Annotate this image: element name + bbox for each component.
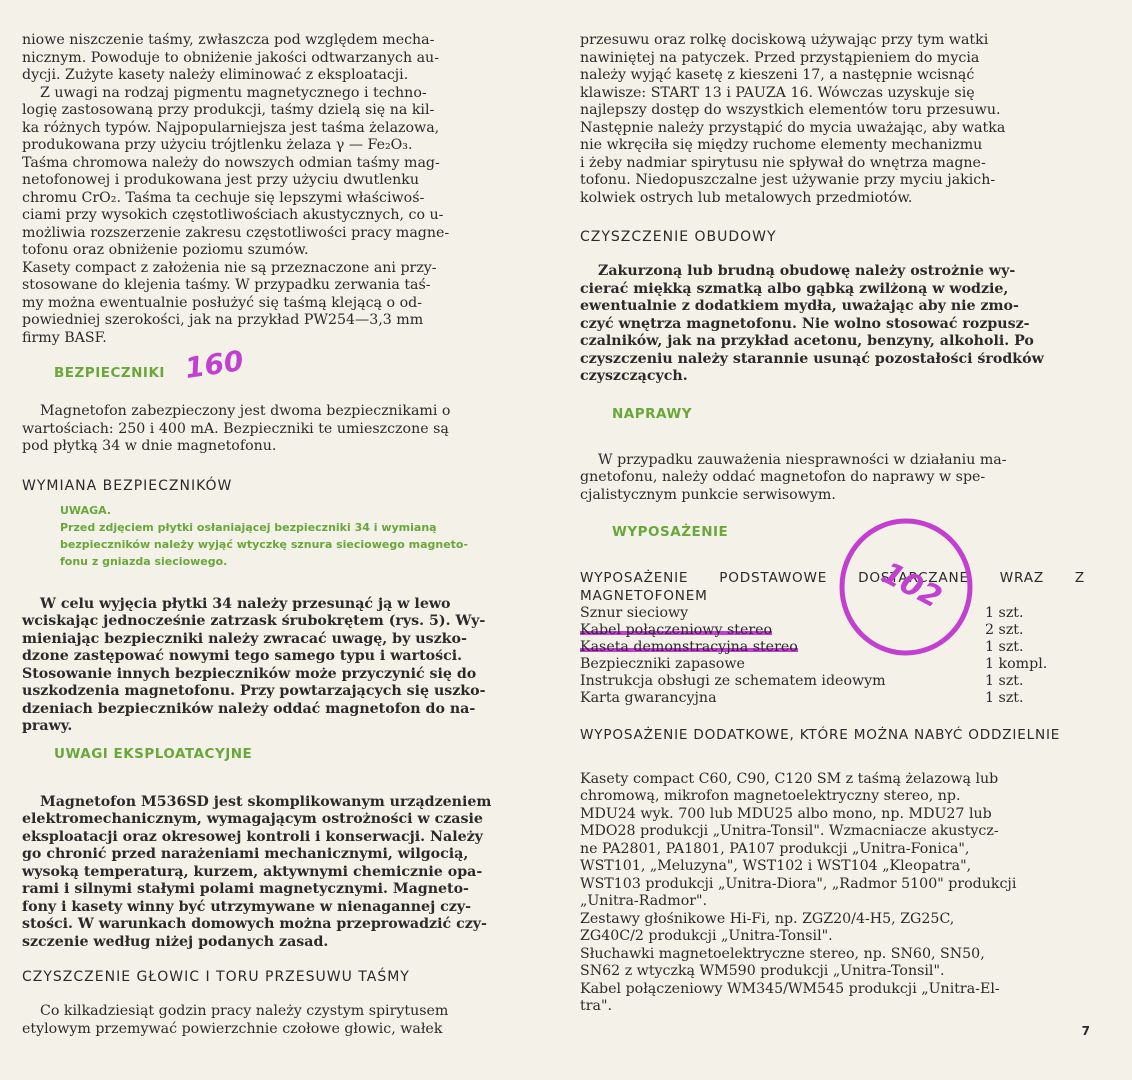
basic-equipment-list <box>580 605 1085 707</box>
cleaning-heads-paragraph: Co kilkadziesiąt godzin pracy należy czystym spirytusem etylowym przemywać powierzchnie czołowe głowic, wałek <box>22 1003 449 1037</box>
left-column <box>22 32 532 1038</box>
cleaning-continued-paragraph: przesuwu oraz rolkę dociskową używając przy tym watki nawiniętej na patyczek. Przed przystąpieniem do mycia należy wyjąć kasetę z kieszeni 17, a następnie wcisnąć klawisze: START 13 i PAUZA 16. Wówczas uzyskuje się najlepszy dostęp do wszystkich elementów toru przesuwu. Następnie należy przystąpić do mycia uważając, aby watka nie wkręciła się między ruchome elementy mechanizmu i żeby nadmiar spirytusu nie spływał do wnętrza magne- tofonu. Niedopuszczalne jest używanie przy myciu jakich- kolwiek ostrych lub metalowych przedmiotów. <box>580 32 1006 206</box>
usage-paragraph: Magnetofon M536SD jest skomplikowanym urządzeniem elektromechanicznym, wymagającym ostrożności w czasie eksploatacji oraz okresowej kontroli i konserwacji. Należy go chronić przed narażeniami mechanicznymi, wilgocią, wysoką temperaturą, kurzem, aktywnymi chemicznie opa- rami i silnymi stałymi polami magnetycznymi. Magneto- fony i kasety winny być utrzymywane w nienagannej czy- stości. W warunkach domowych można przeprowadzić czy- szczenie według niżej podanych zasad. <box>22 793 492 950</box>
warning-title: UWAGA. <box>60 503 112 517</box>
fuses-heading: BEZPIECZNIKI <box>54 365 165 381</box>
list-item: Karta gwarancyjna 1 szt. <box>580 690 1024 706</box>
warning-box: UWAGA. Przed zdjęciem płytki osłaniającej bezpieczniki 34 i wymianą bezpieczników należy wyjąć wtyczkę sznura sieciowego magneto- fonu z gniazda sieciowego. <box>60 502 532 570</box>
tape-types-paragraph: Z uwagi na rodzaj pigmentu magnetycznego i techno- logię zastosowaną przy produkcji, taśmy dzielą się na kil- ka różnych typów. Najpopularniejsza jest taśma żelazowa, produkowana przy użyciu trójtlenku żelaza γ — Fe₂O₃. Taśma chromowa należy do nowszych odmian taśmy mag- netofonowej i produkowana jest przy użyciu dwutlenku chromu CrO₂. Taśma ta cechuje się lepszymi właściwoś- ciami przy wysokich częstotliwościach akustycznych, co u- możliwia rozszerzenie zakresu częstotliwości pracy magne- tofonu oraz obniżenie poziomu szumów. <box>22 84 450 258</box>
list-item: Kabel połączeniowy stereo 2 szt. <box>580 622 1024 638</box>
repairs-heading: NAPRAWY <box>612 405 693 422</box>
handwritten-stamp-note: 102 <box>875 555 948 616</box>
list-item: Bezpieczniki zapasowe 1 kompl. <box>580 656 1048 672</box>
intro-paragraph: niowe niszczenie taśmy, zwłaszcza pod względem mecha- nicznym. Powoduje to obniżenie jakości odtwarzanych au- dycji. Zużyte kasety należy eliminować z eksploatacji. <box>22 32 439 83</box>
list-item: Kaseta demonstracyjna stereo 1 szt. <box>580 639 1024 655</box>
housing-cleaning-heading: CZYSZCZENIE OBUDOWY <box>580 229 777 245</box>
cassette-paragraph: Kasety compact z założeniа nie są przeznaczone ani przy- stosowane do klejenia taśmy. W przypadku zerwania taś- my można ewentualnie posłużyć się taśmą klejącą o od- powiedniej szerokości, jak na przykład PW254—3,3 mm firmy BASF. <box>22 259 437 346</box>
basic-equipment-heading: WYPOSAŻENIE PODSTAWOWE DOSTARCZANE WRAZ Z MAGNETOFONEM <box>580 570 1085 604</box>
cleaning-heads-heading: CZYSZCZENIE GŁOWIC I TORU PRZESUWU TAŚMY <box>22 969 410 985</box>
equipment-heading: WYPOSAŻENIE <box>612 524 729 540</box>
fuses-paragraph: Magnetofon zabezpieczony jest dwoma bezpiecznikami o wartościach: 250 i 400 mA. Bezpieczniki te umieszczone są pod płytką 34 w dnie magnetofonu. <box>22 403 451 454</box>
list-item: Instrukcja obsługi ze schematem ideowym 1 szt. <box>580 673 1024 689</box>
replace-fuses-paragraph: W celu wyjęcia płytki 34 należy przesunąć ją w lewo wciskając jednocześnie zatrzask śrubokrętem (rys. 5). Wy- mieniając bezpieczniki należy zwracać uwagę, by uszko- dzone zastępować nowymi tego samego typu i wartości. Stosowanie innych bezpieczników może przyczynić się do uszkodzenia magnetofonu. Przy powtarzających się uszko- dzeniach bezpieczników należy oddać magnetofon do na- prawy. <box>22 595 486 734</box>
housing-cleaning-paragraph: Zakurzoną lub brudną obudowę należy ostrożnie wy- cierać miękką szmatką albo gąbką zwilżoną w wodzie, ewentualnie z dodatkiem mydła, uważając aby nie zmo- czyć wnętrza magnetofonu. Nie wolno stosować rozpusz- czalników, jak na przykład acetonu, benzyny, alkoholi. Po czyszczeniu należy starannie usunąć pozostałości środków czyszczących. <box>580 263 1044 384</box>
page-number: 7 <box>1081 1024 1090 1038</box>
list-item: Sznur sieciowy 1 szt. <box>580 605 1024 621</box>
extra-equipment-heading: WYPOSAŻENIE DODATKOWE, KTÓRE MOŻNA NABYĆ ODDZIELNIE <box>580 727 1061 743</box>
handwritten-fuse-note: 160 <box>182 344 246 385</box>
replace-fuses-heading: WYMIANA BEZPIECZNIKÓW <box>22 477 233 494</box>
right-column <box>580 32 1085 1016</box>
repairs-paragraph: W przypadku zauważenia niesprawności w działaniu ma- gnetofonu, należy oddać magnetofon do naprawy w spe- cjalistycznym punkcie serwisowym. <box>580 451 1007 503</box>
extra-equipment-paragraph: Kasety compact C60, C90, C120 SM z taśmą żelazową lub chromową, mikrofon magnetoelektryczny stereo, np. MDU24 wyk. 700 lub MDU25 albo mono, np. MDU27 lub MDO28 produkcji „Unitra-Tonsil". Wzmacniacze akustycz- ne PA2801, PA1801, PA107 produkcji „Unitra-Fonica", WST101, „Meluzyna", WST102 i WST104 „Kleopatra", WST103 produkcji „Unitra-Diora", „Radmor 5100" produkcji „Unitra-Radmor". Zestawy głośnikowe Hi-Fi, np. ZGZ20/4-H5, ZG25C, ZG40C/2 produkcji „Unitra-Tonsil". Słuchawki magnetoelektryczne stereo, np. SN60, SN50, SN62 z wtyczką WM590 produkcji „Unitra-Tonsil". Kabel połączeniowy WM345/WM545 produkcji „Unitra-El- tra". <box>580 770 1017 1014</box>
usage-heading: UWAGI EKSPLOATACYJNE <box>54 745 253 762</box>
